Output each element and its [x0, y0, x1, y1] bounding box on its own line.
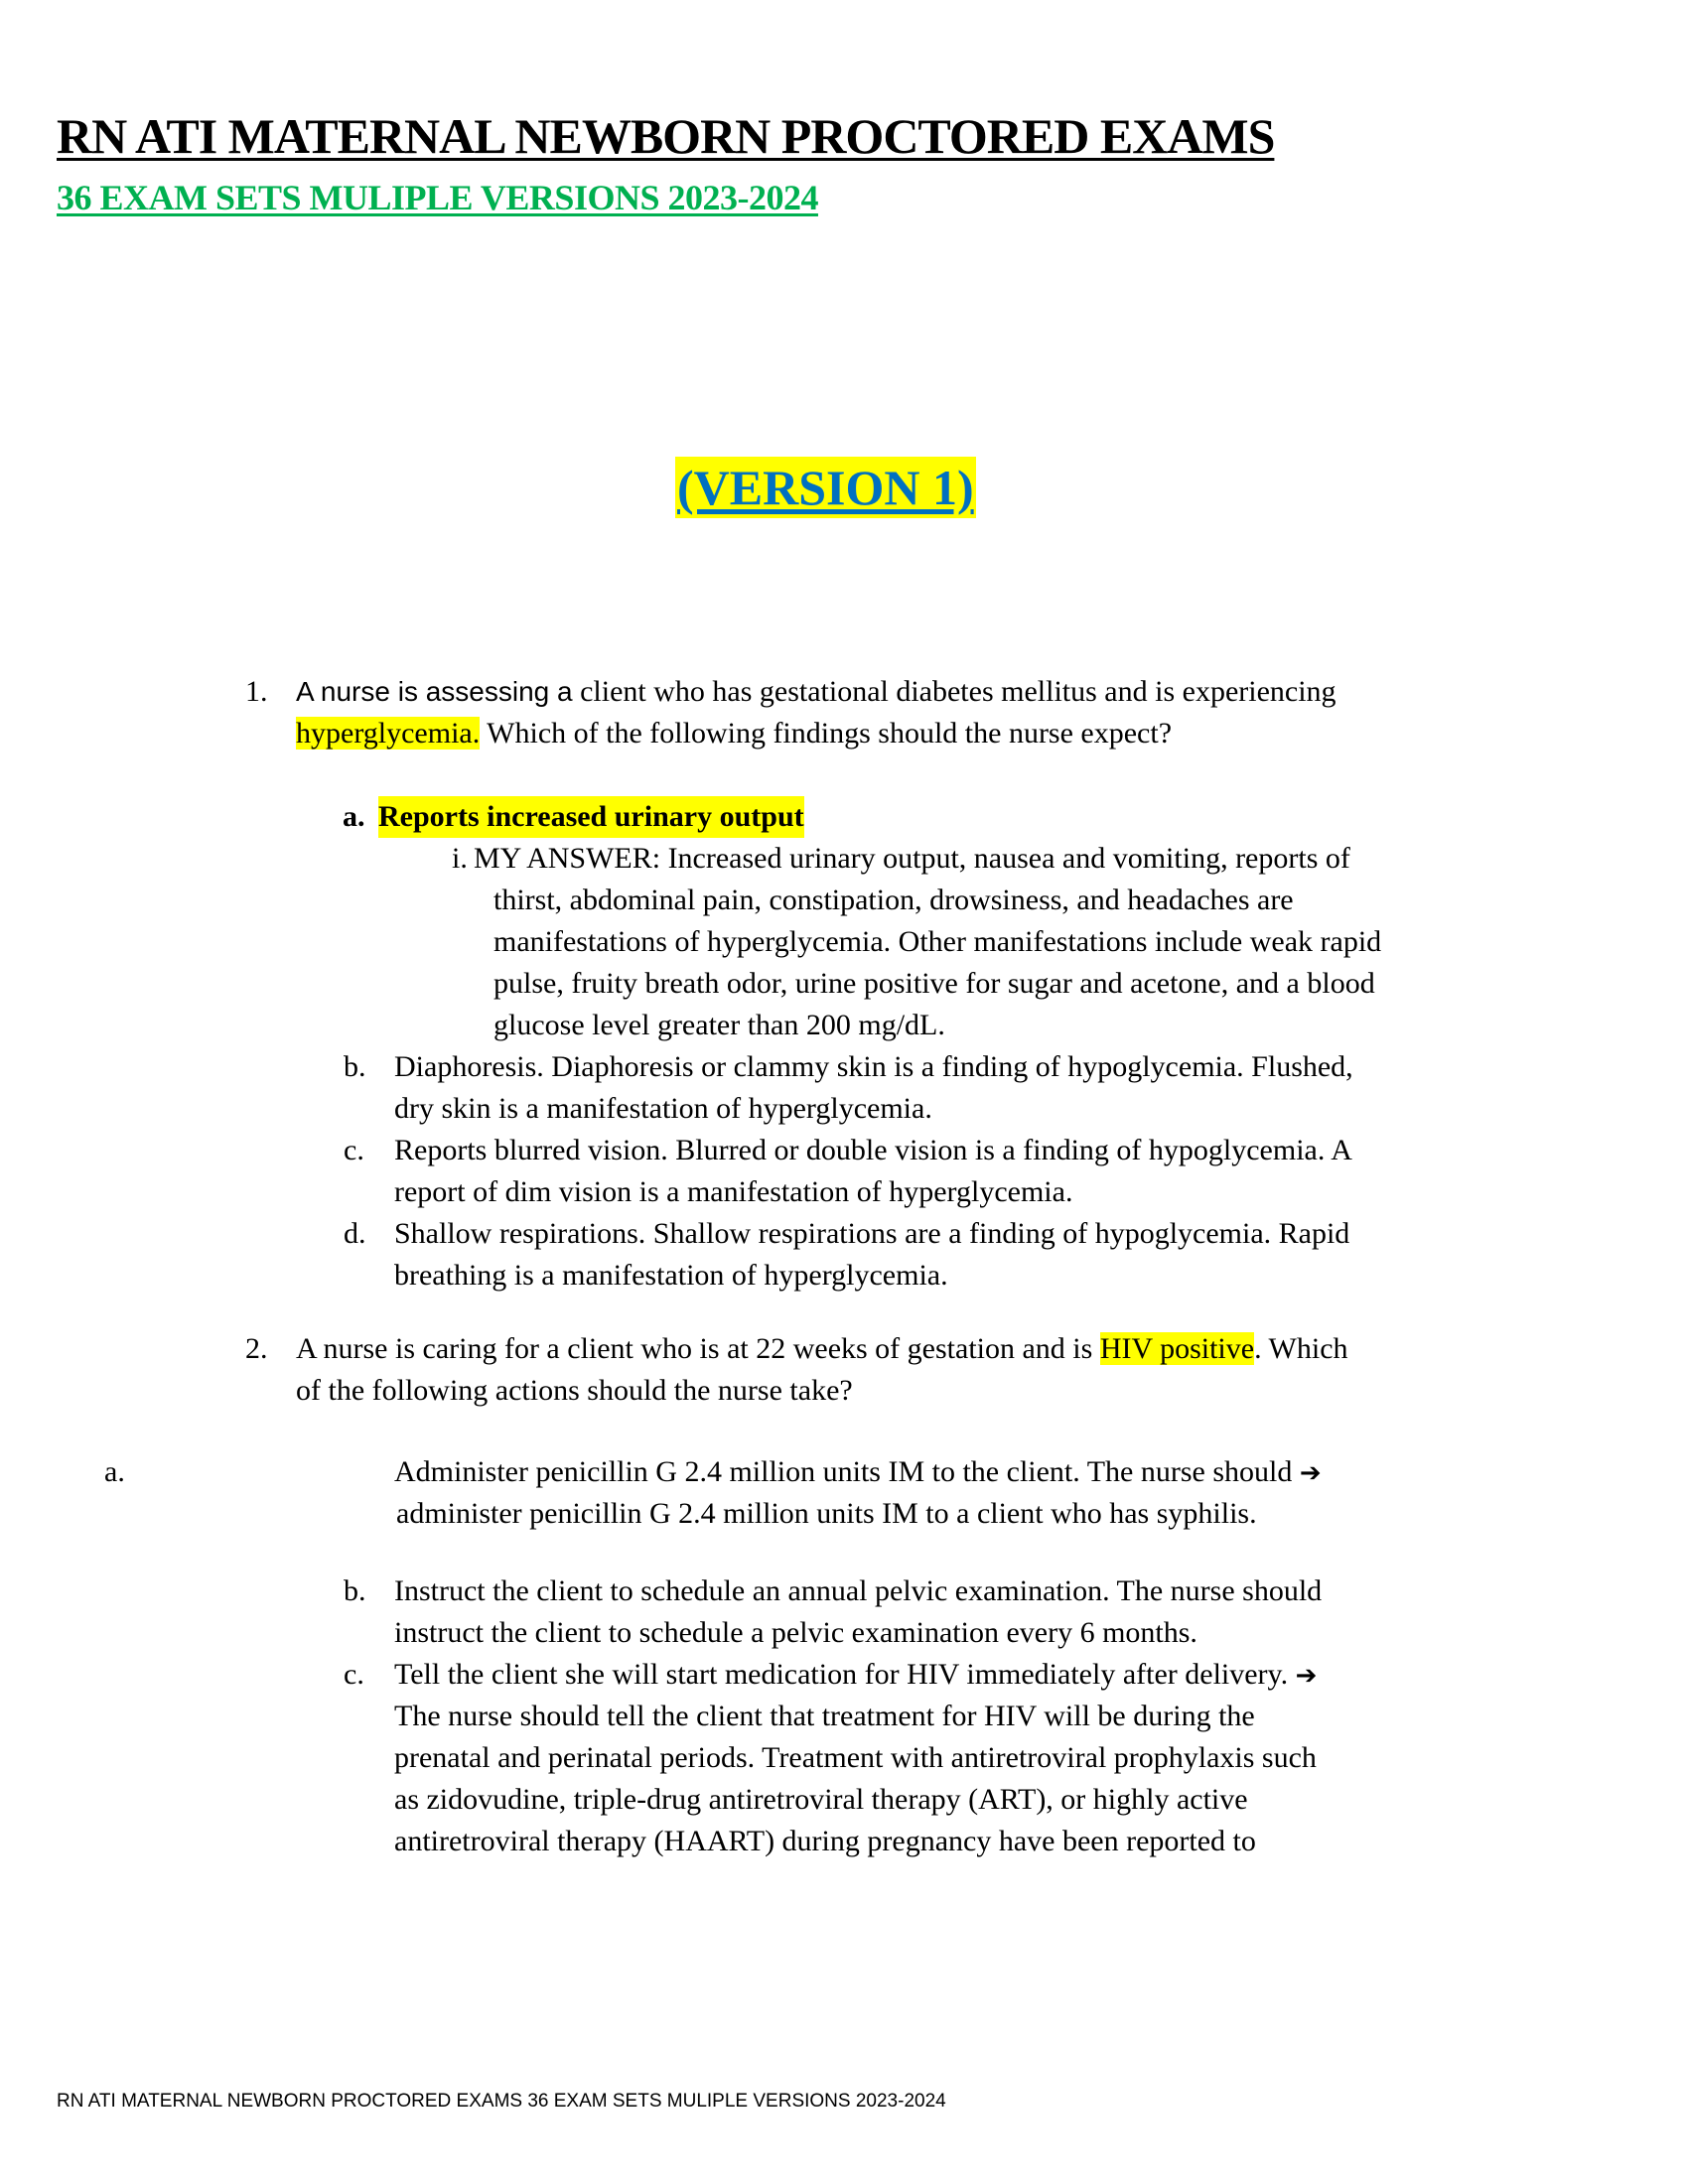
q2-option-c-line: prenatal and perinatal periods. Treatment with antiretroviral prophylaxis such — [394, 1741, 1317, 1774]
arrow-right-icon: ➔ — [1295, 1661, 1318, 1691]
q1-option-d-line: Shallow respirations. Shallow respirations are a finding of hypoglycemia. Rapid — [394, 1217, 1350, 1250]
q2-option-c-first: Tell the client she will start medication for HIV immediately after delivery. — [394, 1658, 1289, 1691]
q1-option-c-label: c. — [344, 1134, 364, 1166]
q2-option-a-line: administer penicillin G 2.4 million units IM to a client who has syphilis. — [396, 1497, 1257, 1530]
question-1-number: 1. — [245, 675, 268, 708]
q1-option-a-correct-answer: Reports increased urinary output — [378, 796, 804, 838]
q2-option-b-line: instruct the client to schedule a pelvic examination every 6 months. — [394, 1616, 1197, 1649]
question-2-stem-line-2: of the following actions should the nurse take? — [296, 1374, 853, 1407]
q1-rationale-line: thirst, abdominal pain, constipation, drowsiness, and headaches are — [493, 884, 1294, 916]
q1-option-a-label: a. — [343, 800, 365, 833]
question-2-stem-pre: A nurse is caring for a client who is at 22 weeks of gestation and is — [296, 1332, 1100, 1365]
q1-option-b-line: dry skin is a manifestation of hyperglycemia. — [394, 1092, 932, 1125]
q2-option-b-label: b. — [344, 1574, 366, 1607]
version-heading: (VERSION 1) — [675, 457, 976, 518]
q1-rationale-line: pulse, fruity breath odor, urine positive for sugar and acetone, and a blood — [493, 967, 1375, 1000]
q2-option-c-line — [394, 1654, 1317, 1697]
q1-option-b-label: b. — [344, 1050, 366, 1083]
q1-option-c-line: Reports blurred vision. Blurred or double vision is a finding of hypoglycemia. A — [394, 1134, 1352, 1166]
q2-option-c-line: antiretroviral therapy (HAART) during pregnancy have been reported to — [394, 1825, 1256, 1857]
question-1-stem-line-1 — [296, 671, 1336, 713]
question-2-stem-post: . Which — [1254, 1332, 1348, 1365]
q1-rationale-label: i. — [452, 842, 468, 875]
question-1-stem-line-1-rest: client who has gestational diabetes mellitus and is experiencing — [572, 675, 1336, 708]
q2-option-c-label: c. — [344, 1658, 364, 1691]
q2-option-c-line: The nurse should tell the client that treatment for HIV will be during the — [394, 1700, 1255, 1732]
question-1-stem-line-2-rest: Which of the following findings should the nurse expect? — [480, 717, 1173, 750]
question-1-stem-line-2 — [296, 713, 1172, 754]
question-2-highlight: HIV positive — [1099, 1332, 1255, 1365]
question-1-stem-prefix: A nurse is assessing a — [296, 676, 573, 707]
document-subtitle: 36 EXAM SETS MULIPLE VERSIONS 2023-2024 — [57, 178, 818, 217]
question-2-number: 2. — [245, 1332, 268, 1365]
q2-option-a-line — [394, 1451, 1322, 1494]
document-title: RN ATI MATERNAL NEWBORN PROCTORED EXAMS — [57, 108, 1275, 164]
q1-option-d-line: breathing is a manifestation of hyperglycemia. — [394, 1259, 948, 1292]
arrow-right-icon: ➔ — [1299, 1458, 1322, 1488]
q1-option-d-label: d. — [344, 1217, 366, 1250]
q1-rationale-line: glucose level greater than 200 mg/dL. — [493, 1009, 945, 1041]
q1-rationale-line: MY ANSWER: Increased urinary output, nausea and vomiting, reports of — [474, 842, 1350, 875]
q1-option-c-line: report of dim vision is a manifestation of hyperglycemia. — [394, 1175, 1073, 1208]
q1-option-b-line: Diaphoresis. Diaphoresis or clammy skin is a finding of hypoglycemia. Flushed, — [394, 1050, 1353, 1083]
page-footer: RN ATI MATERNAL NEWBORN PROCTORED EXAMS 36 EXAM SETS MULIPLE VERSIONS 2023-2024 — [57, 2091, 946, 2112]
q1-rationale-line: manifestations of hyperglycemia. Other manifestations include weak rapid — [493, 925, 1382, 958]
q2-option-a-text: Administer penicillin G 2.4 million units IM to the client. The nurse should — [394, 1455, 1293, 1488]
question-1-highlight: hyperglycemia. — [296, 717, 481, 750]
q2-option-a-label: a. — [104, 1455, 125, 1488]
q2-option-b-line: Instruct the client to schedule an annual pelvic examination. The nurse should — [394, 1574, 1323, 1607]
question-2-stem-line-1 — [296, 1328, 1348, 1370]
q2-option-c-line: as zidovudine, triple-drug antiretroviral therapy (ART), or highly active — [394, 1783, 1248, 1816]
